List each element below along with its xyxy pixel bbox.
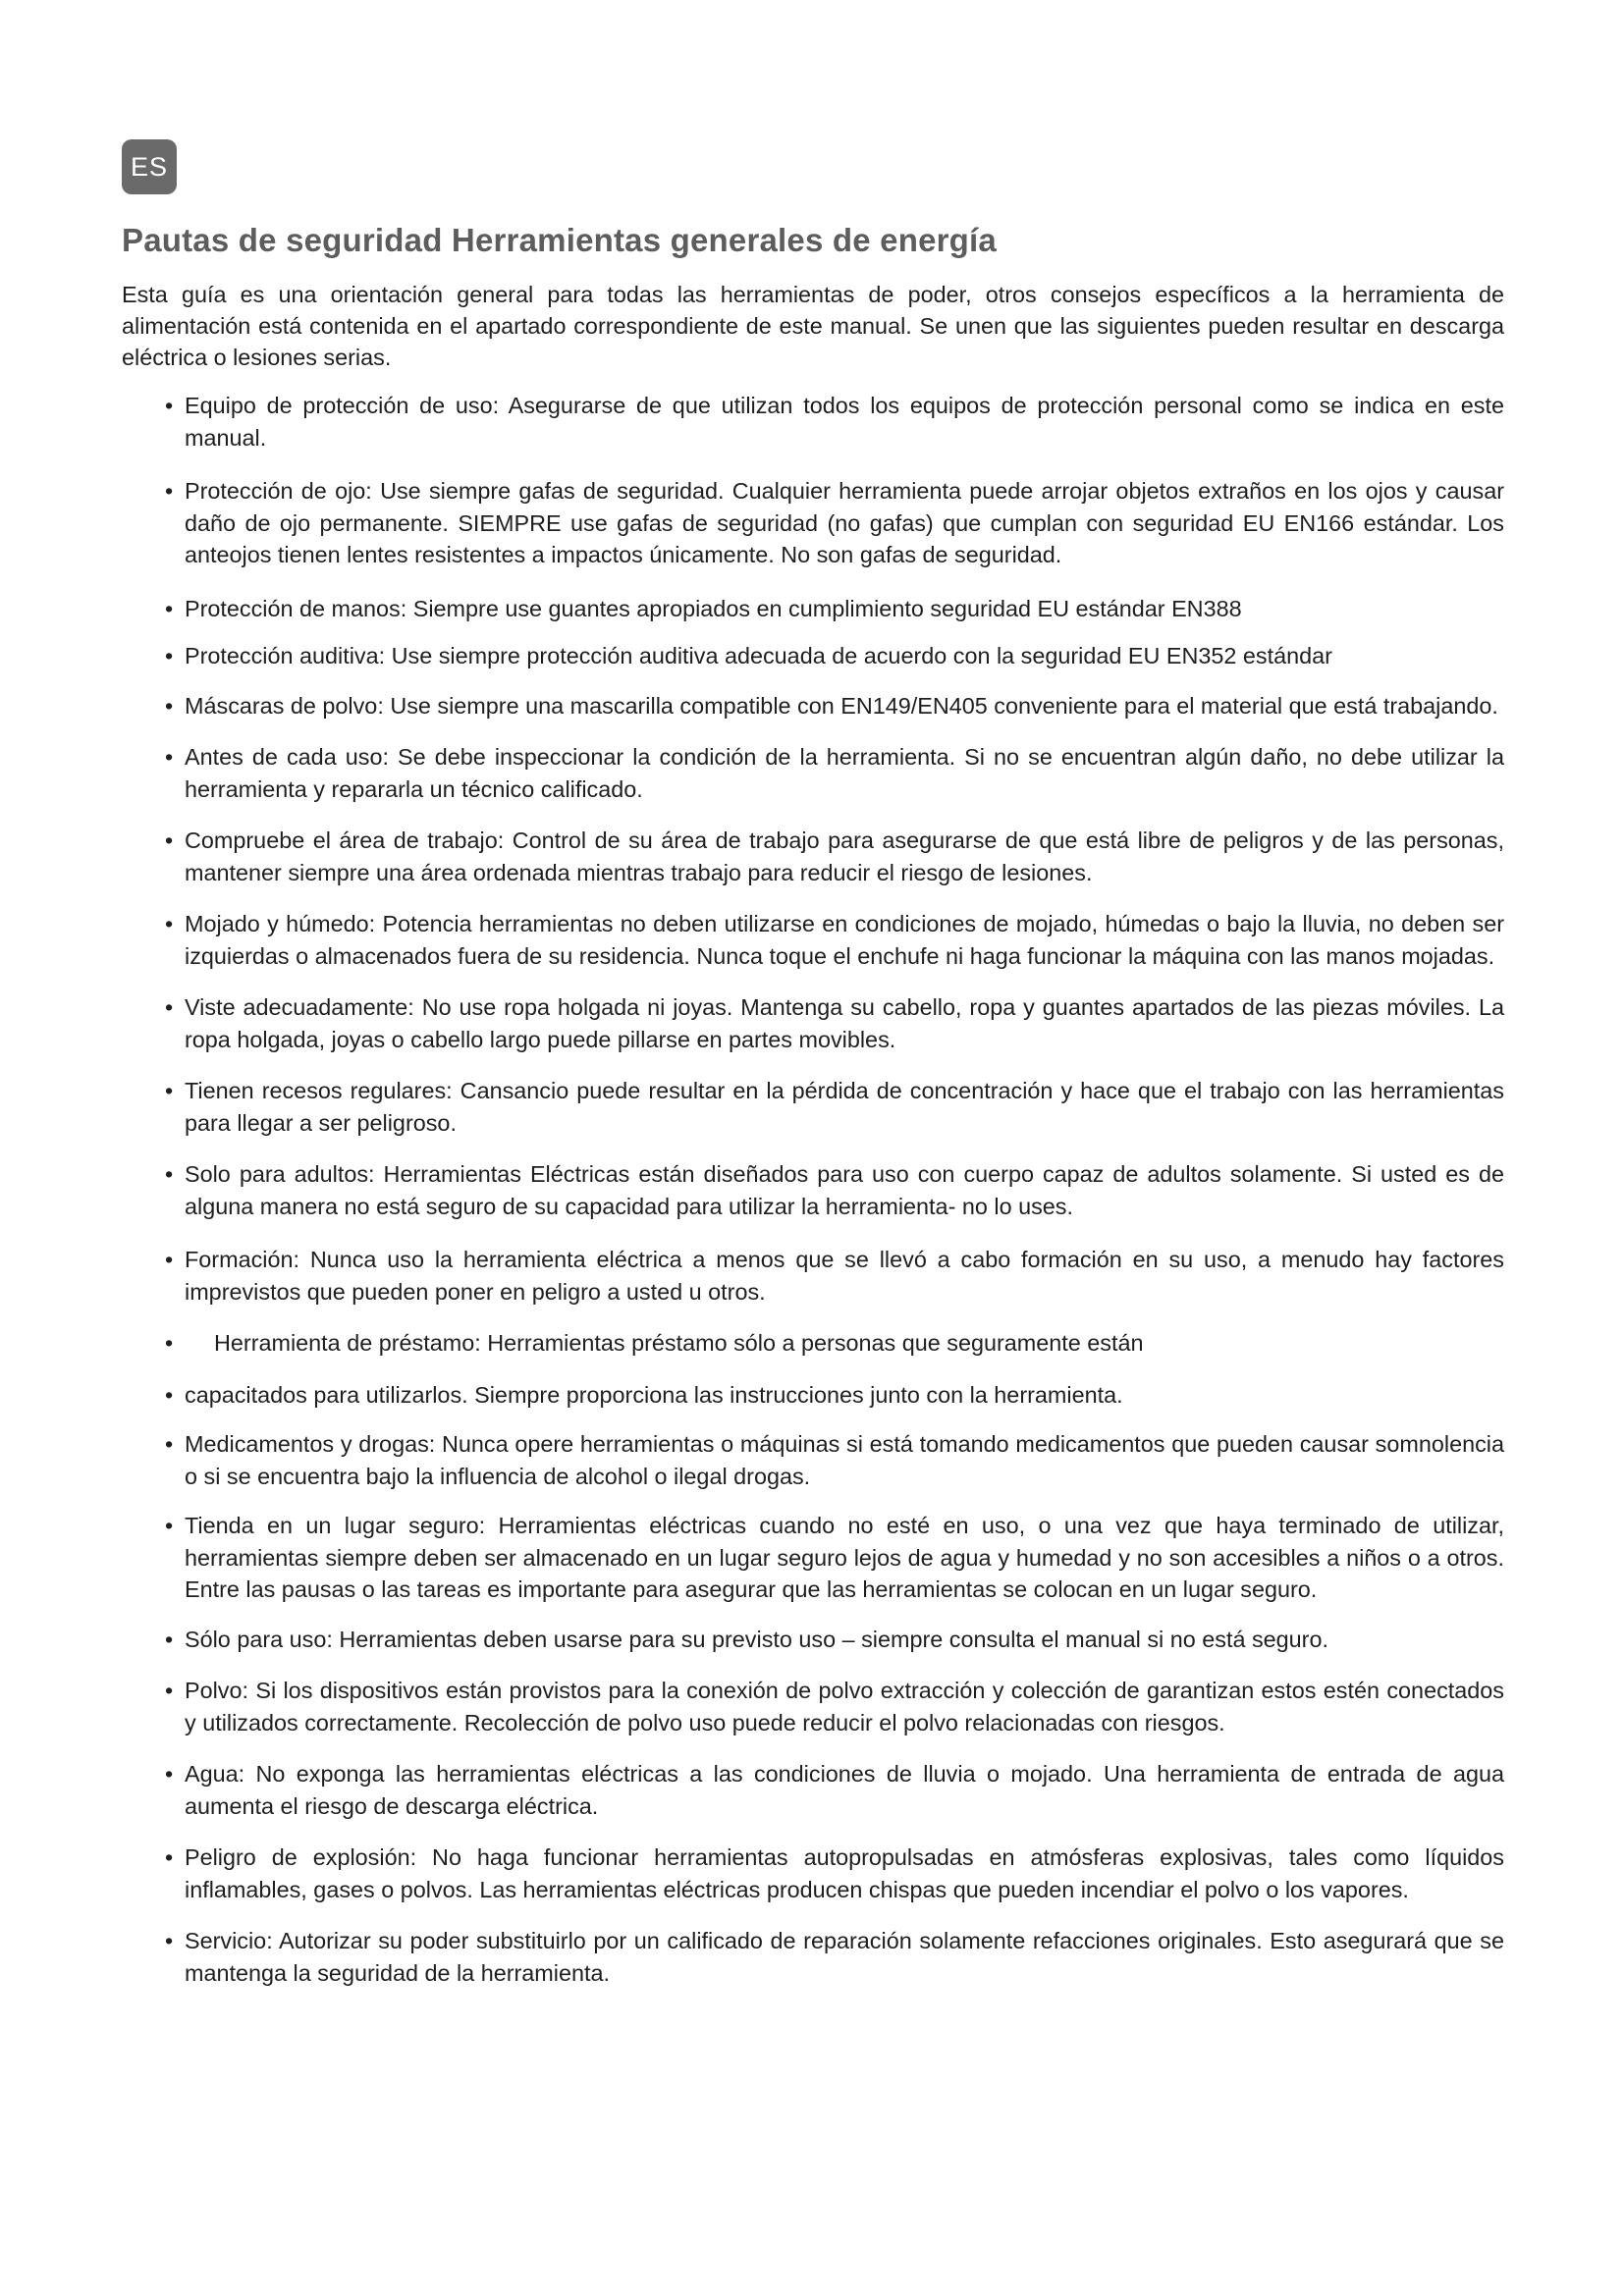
list-item-text: Compruebe el área de trabajo: Control de su área de trabajo para asegurarse de que está libre de peligros y de las personas, mantener siempre una área ordenada mientras trabajo para reducir el riesgo de lesiones. [185, 828, 1504, 885]
bullet-icon: • [165, 744, 174, 770]
page-title: Pautas de seguridad Herramientas generales de energía [122, 222, 997, 258]
list-item-text: Tienda en un lugar seguro: Herramientas eléctricas cuando no esté en uso, o una vez que haya terminado de utilizar, herramientas siempre deben ser almacenado en un lugar seguro lejos de agua y humedad y no son accesibles a niños o a otros. Entre las pausas o las tareas es importante para asegurar que las herramientas se colocan en un lugar seguro. [185, 1513, 1504, 1602]
list-item-text: Servicio: Autorizar su poder substituirlo por un calificado de reparación solamente refacciones originales. Esto asegurará que se mantenga la seguridad de la herramienta. [185, 1928, 1504, 1986]
bullet-icon: • [165, 1513, 174, 1538]
bullet-icon: • [165, 1078, 174, 1103]
bullet-icon: • [165, 1381, 174, 1408]
bullet-icon: • [165, 1161, 174, 1187]
bullet-icon: • [165, 1247, 174, 1272]
list-item [122, 1510, 1504, 1606]
list-item [122, 1379, 1504, 1412]
list-item [122, 1075, 1504, 1139]
list-item-text: Máscaras de polvo: Use siempre una mascarilla compatible con EN149/EN405 conveniente para el material que está trabajando. [185, 692, 1498, 719]
bullet-icon: • [165, 1330, 174, 1356]
list-item [122, 825, 1504, 888]
bullet-icon: • [165, 1761, 174, 1787]
language-badge: ES [122, 139, 177, 194]
list-item-text: Agua: No exponga las herramientas eléctricas a las condiciones de lluvia o mojado. Una herramienta de entrada de agua aumenta el riesgo de descarga eléctrica. [185, 1761, 1504, 1819]
list-item-text: capacitados para utilizarlos. Siempre proporciona las instrucciones junto con la herramienta. [185, 1381, 1123, 1408]
bullet-icon: • [165, 1678, 174, 1703]
bullet-icon: • [165, 1928, 174, 1953]
list-item [122, 690, 1504, 722]
bullet-icon: • [165, 643, 174, 668]
list-item [122, 1758, 1504, 1822]
list-item [122, 908, 1504, 972]
bullet-icon: • [165, 1431, 174, 1457]
bullet-icon: • [165, 911, 174, 936]
list-item-text: Peligro de explosión: No haga funcionar herramientas autopropulsadas en atmósferas explosivas, tales como líquidos inflamables, gases o polvos. Las herramientas eléctricas producen chispas que pueden incendiar el polvo o los vapores. [185, 1844, 1504, 1902]
list-item [122, 1244, 1504, 1308]
intro-paragraph: Esta guía es una orientación general para todas las herramientas de poder, otros consejos específicos a la herramienta de alimentación está contenida en el apartado correspondiente de este manual. Se unen que las siguientes pueden resultar en descarga eléctrica o lesiones serias. [122, 282, 1504, 370]
list-item-text: Protección de ojo: Use siempre gafas de seguridad. Cualquier herramienta puede arrojar objetos extraños en los ojos y causar daño de ojo permanente. SIEMPRE use gafas de seguridad (no gafas) que cumplan con seguridad EU EN166 estándar. Los anteojos tienen lentes resistentes a impactos únicamente. No son gafas de seguridad. [185, 478, 1504, 567]
list-item [122, 1158, 1504, 1222]
list-item-text: Protección auditiva: Use siempre protección auditiva adecuada de acuerdo con la seguridad EU EN352 estándar [185, 643, 1332, 668]
list-item [122, 1675, 1504, 1738]
list-item-text: Equipo de protección de uso: Asegurarse de que utilizan todos los equipos de protección personal como se indica en este manual. [185, 393, 1504, 451]
list-item-text: Formación: Nunca uso la herramienta eléctrica a menos que se llevó a cabo formación en su uso, a menudo hay factores imprevistos que pueden poner en peligro a usted u otros. [185, 1247, 1504, 1305]
list-item [122, 1842, 1504, 1905]
list-item-text: Sólo para uso: Herramientas deben usarse para su previsto uso – siempre consulta el manual si no está seguro. [185, 1626, 1328, 1652]
bullet-icon: • [165, 1626, 174, 1652]
list-item [122, 741, 1504, 805]
list-item-text: Protección de manos: Siempre use guantes apropiados en cumplimiento seguridad EU estándar EN388 [185, 595, 1242, 621]
list-item-text: Herramienta de préstamo: Herramientas préstamo sólo a personas que seguramente están [214, 1330, 1144, 1356]
list-item [122, 991, 1504, 1055]
list-item-text: Mojado y húmedo: Potencia herramientas no deben utilizarse en condiciones de mojado, húmedas o bajo la lluvia, no deben ser izquierdas o almacenados fuera de su residencia. Nunca toque el enchufe ni haga funcionar la máquina con las manos mojadas. [185, 911, 1504, 969]
list-item-text: Medicamentos y drogas: Nunca opere herramientas o máquinas si está tomando medicamentos que pueden causar somnolencia o si se encuentra bajo la influencia de alcohol o ilegal drogas. [185, 1431, 1504, 1489]
list-item [122, 1624, 1504, 1656]
list-item [122, 1925, 1504, 1989]
list-item [122, 1327, 1504, 1360]
bullet-icon: • [165, 1844, 174, 1870]
bullet-icon: • [165, 595, 174, 621]
list-item [122, 593, 1504, 625]
bullet-icon: • [165, 994, 174, 1020]
list-item-text: Polvo: Si los dispositivos están provistos para la conexión de polvo extracción y colección de garantizan estos estén conectados y utilizados correctamente. Recolección de polvo uso puede reducir el polvo relacionadas con riesgos. [185, 1678, 1504, 1735]
list-item [122, 390, 1504, 454]
list-item [122, 1428, 1504, 1492]
bullet-icon: • [165, 393, 174, 418]
bullet-icon: • [165, 692, 174, 719]
list-item-text: Tienen recesos regulares: Cansancio puede resultar en la pérdida de concentración y hace que el trabajo con las herramientas para llegar a ser peligroso. [185, 1078, 1504, 1136]
list-item-text: Antes de cada uso: Se debe inspeccionar la condición de la herramienta. Si no se encuentran algún daño, no debe utilizar la herramienta y repararla un técnico calificado. [185, 744, 1504, 802]
bullet-icon: • [165, 828, 174, 853]
safety-guidelines-list [122, 390, 1504, 1989]
list-item [122, 640, 1504, 672]
list-item-text: Viste adecuadamente: No use ropa holgada ni joyas. Mantenga su cabello, ropa y guantes apartados de las piezas móviles. La ropa holgada, joyas o cabello largo puede pillarse en partes movibles. [185, 994, 1504, 1052]
bullet-icon: • [165, 478, 174, 504]
list-item-text: Solo para adultos: Herramientas Eléctricas están diseñados para uso con cuerpo capaz de adultos solamente. Si usted es de alguna manera no está seguro de su capacidad para utilizar la herramienta- no lo uses. [185, 1161, 1504, 1219]
list-item [122, 475, 1504, 571]
